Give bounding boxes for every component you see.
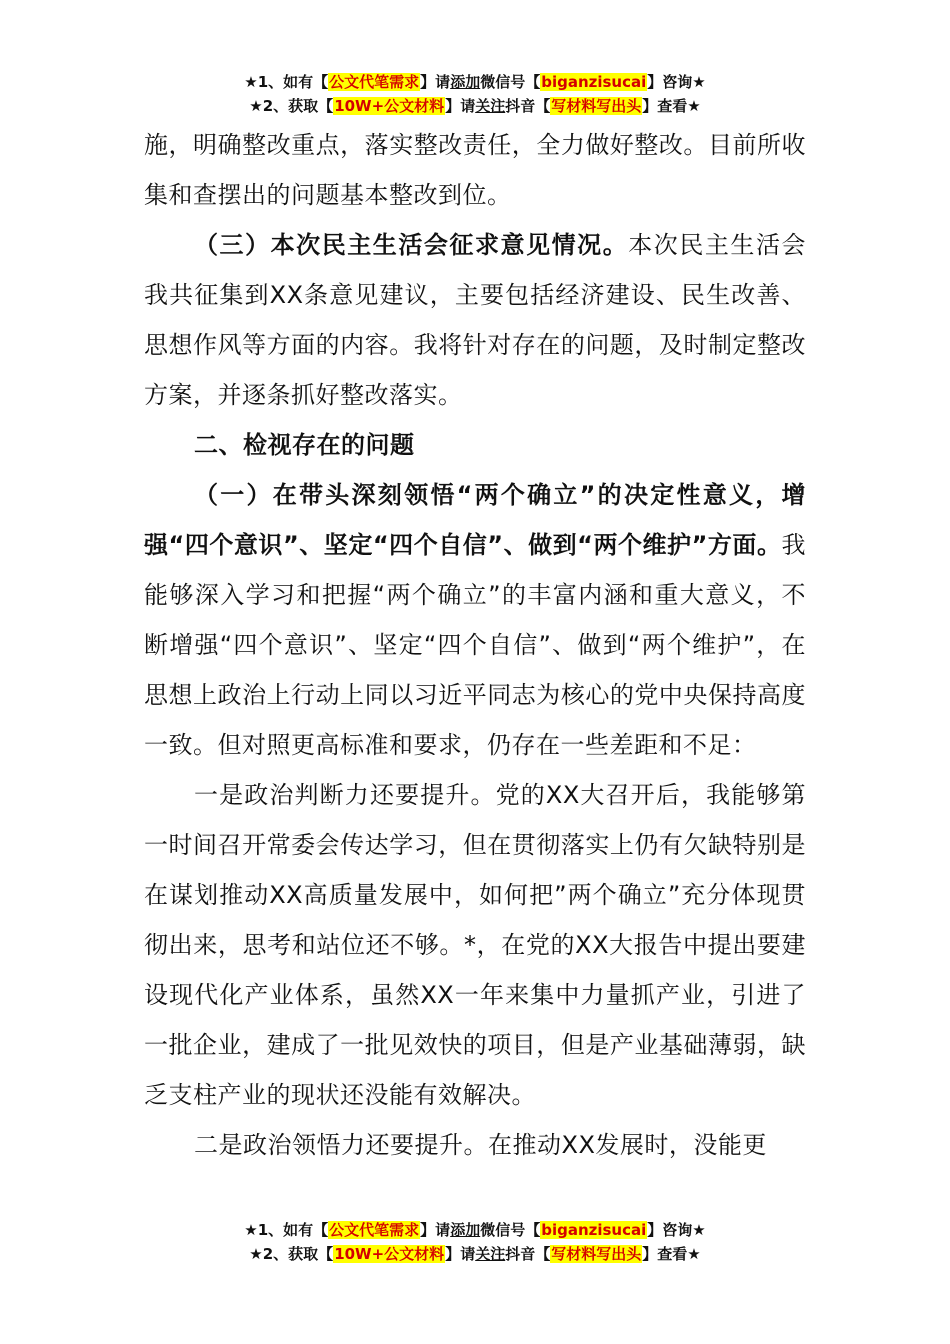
banner-underline: 关注 — [475, 97, 506, 115]
banner-text: ★1、如有【 — [244, 73, 329, 91]
banner-text: 】请 — [420, 73, 451, 91]
banner-text: 】请 — [445, 1245, 476, 1263]
footer-banner — [0, 1218, 950, 1266]
chapter-heading: 二、检视存在的问题 — [194, 431, 415, 459]
header-banner — [0, 70, 950, 118]
banner-text: ★1、如有【 — [244, 1221, 329, 1239]
banner-text: 】咨询★ — [647, 1221, 706, 1239]
banner-highlight: 10W+公文材料 — [334, 97, 445, 115]
banner-text: ★2、获取【 — [249, 1245, 334, 1263]
paragraph-text: 本次民主生活会我共征集到XX条意见建议，主要包括经济建设、民生改善、思想作风等方面的内容。我将针对存在的问题，及时制定整改方案，并逐条抓好整改落实。 — [144, 231, 807, 409]
banner-text: 】查看★ — [642, 1245, 701, 1263]
banner-highlight: 公文代笔需求 — [329, 73, 420, 91]
banner-underline: 添加 — [450, 73, 481, 91]
section-heading: （一）在带头深刻领悟“两个确立”的决定性意义，增强“四个意识”、坚定“四个自信”、做到“两个维护”方面。 — [144, 481, 806, 559]
banner-highlight: 公文代笔需求 — [329, 1221, 420, 1239]
banner-text: 抖音【 — [505, 97, 551, 115]
paragraph-text: 我能够深入学习和把握“两个确立”的丰富内涵和重大意义，不断增强“四个意识”、坚定“四个自信”、做到“两个维护”，在思想上政治上行动上同以习近平同志为核心的党中央保持高度一致。但对照更高标准和要求，仍存在一些差距和不足： — [144, 531, 806, 759]
banner-text: 微信号【 — [480, 1221, 541, 1239]
banner-highlight: 10W+公文材料 — [334, 1245, 445, 1263]
banner-highlight: 写材料写出头 — [551, 1245, 642, 1263]
paragraph: 一是政治判断力还要提升。党的XX大召开后，我能够第一时间召开常委会传达学习，但在贯彻落实上仍有欠缺特别是在谋划推动XX高质量发展中，如何把”两个确立”充分体现贯彻出来，思考和站位还不够。*，在党的XX大报告中提出要建设现代化产业体系，虽然XX一年来集中力量抓产业，引进了一批企业，建成了一批见效快的项目，但是产业基础薄弱，缺乏支柱产业的现状还没能有效解决。 — [144, 781, 806, 1109]
paragraph — [144, 470, 806, 770]
banner-line-1 — [0, 70, 950, 94]
banner-line-2 — [0, 94, 950, 118]
banner-line-2 — [0, 1242, 950, 1266]
banner-text: 】咨询★ — [647, 73, 706, 91]
section-heading: （三）本次民主生活会征求意见情况。 — [194, 231, 629, 259]
banner-line-1 — [0, 1218, 950, 1242]
paragraph: 施，明确整改重点，落实整改责任，全力做好整改。目前所收集和查摆出的问题基本整改到位。 — [144, 131, 806, 209]
paragraph: 二是政治领悟力还要提升。在推动XX发展时，没能更 — [194, 1131, 767, 1159]
banner-text: 】查看★ — [642, 97, 701, 115]
banner-highlight: 写材料写出头 — [551, 97, 642, 115]
banner-text: 抖音【 — [505, 1245, 551, 1263]
banner-text: ★2、获取【 — [249, 97, 334, 115]
banner-text: 】请 — [420, 1221, 451, 1239]
document-body — [144, 120, 806, 1170]
paragraph — [144, 220, 806, 420]
banner-highlight: biganzisucai — [541, 73, 647, 91]
banner-text: 微信号【 — [480, 73, 541, 91]
banner-highlight: biganzisucai — [541, 1221, 647, 1239]
banner-underline: 添加 — [450, 1221, 481, 1239]
banner-underline: 关注 — [475, 1245, 506, 1263]
banner-text: 】请 — [445, 97, 476, 115]
